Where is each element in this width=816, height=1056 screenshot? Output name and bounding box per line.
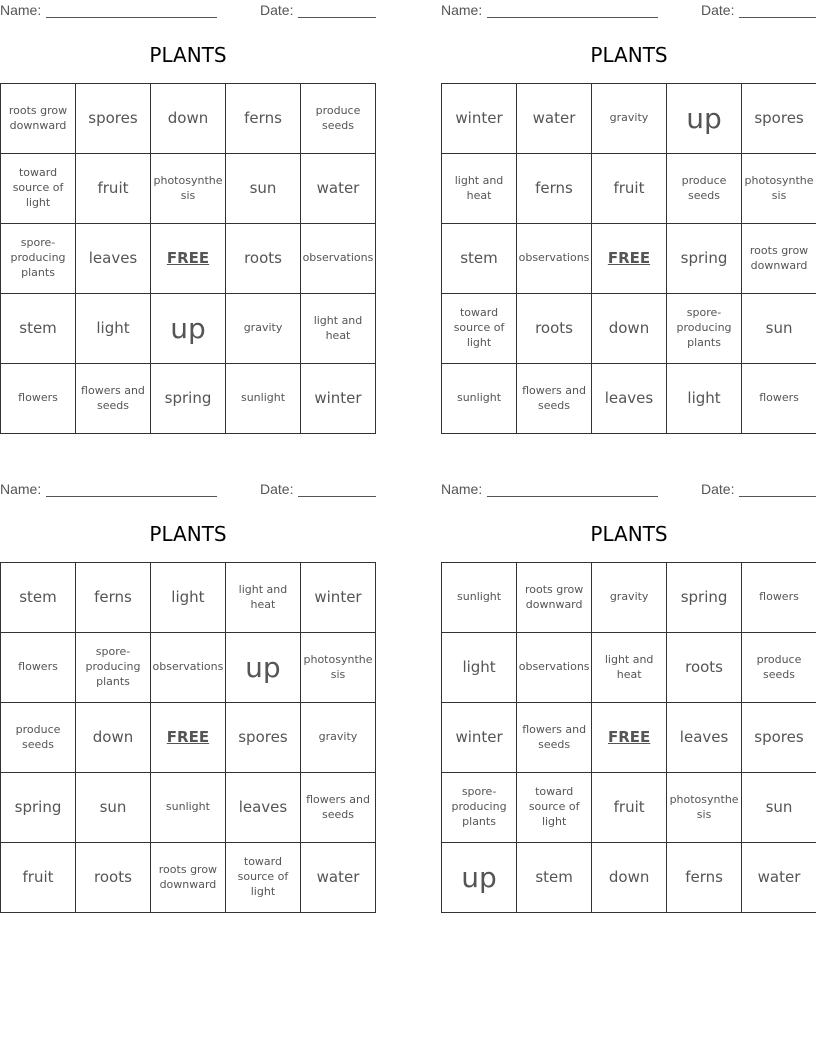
bingo-cell: photosynthesis xyxy=(667,773,742,843)
bingo-cell: spore-producing plants xyxy=(76,633,151,703)
bingo-cell: fruit xyxy=(76,154,151,224)
bingo-cell: light xyxy=(150,563,225,633)
card-header xyxy=(441,481,816,499)
bingo-row xyxy=(442,224,816,294)
date-line xyxy=(739,17,816,18)
bingo-cell: water xyxy=(301,843,376,913)
date-line xyxy=(739,496,816,497)
bingo-cell: roots grow downward xyxy=(150,843,225,913)
card-header xyxy=(0,2,376,20)
bingo-cell: fruit xyxy=(592,773,667,843)
bingo-cell: toward source of light xyxy=(1,154,76,224)
bingo-cell: roots xyxy=(226,224,301,294)
bingo-grid xyxy=(0,83,376,434)
bingo-cell: roots grow downward xyxy=(517,563,592,633)
bingo-cell: light and heat xyxy=(442,154,517,224)
bingo-cell: fruit xyxy=(1,843,76,913)
bingo-cell: water xyxy=(742,843,816,913)
bingo-cell: light xyxy=(442,633,517,703)
bingo-cell: sunlight xyxy=(442,364,517,434)
bingo-cell: flowers and seeds xyxy=(76,364,151,434)
bingo-cell: flowers xyxy=(742,563,816,633)
date-label: Date: xyxy=(260,2,294,18)
bingo-row xyxy=(442,843,816,913)
bingo-cell: leaves xyxy=(76,224,151,294)
bingo-cell: winter xyxy=(442,84,517,154)
bingo-cell: up xyxy=(225,633,300,703)
bingo-row xyxy=(442,633,816,703)
bingo-cell: up xyxy=(442,843,517,913)
bingo-cell: water xyxy=(300,154,375,224)
bingo-cell: photosynthesis xyxy=(301,633,376,703)
bingo-cell: produce seeds xyxy=(666,154,741,224)
bingo-cell: sunlight xyxy=(226,364,301,434)
bingo-row xyxy=(442,703,816,773)
name-label: Name: xyxy=(441,2,483,18)
bingo-row xyxy=(442,294,816,364)
name-label: Name: xyxy=(0,481,42,497)
bingo-cell: spring xyxy=(150,364,225,434)
bingo-cell: winter xyxy=(301,563,376,633)
bingo-cell: observations xyxy=(517,633,592,703)
bingo-cell: spring xyxy=(666,224,741,294)
bingo-row xyxy=(442,563,816,633)
bingo-card xyxy=(0,0,376,434)
bingo-cell: flowers xyxy=(1,633,76,703)
bingo-cell: ferns xyxy=(76,563,151,633)
free-space: FREE xyxy=(592,703,667,773)
bingo-row xyxy=(1,154,376,224)
date-line xyxy=(298,17,376,18)
bingo-grid xyxy=(441,562,816,913)
bingo-row xyxy=(1,84,376,154)
bingo-cell: ferns xyxy=(226,84,301,154)
free-space: FREE xyxy=(150,224,225,294)
name-label: Name: xyxy=(0,2,42,18)
date-label: Date: xyxy=(701,481,735,497)
bingo-cell: produce seeds xyxy=(1,703,76,773)
bingo-cell: spores xyxy=(742,84,816,154)
date-line xyxy=(298,496,376,497)
bingo-cell: flowers xyxy=(742,364,816,434)
bingo-cell: produce seeds xyxy=(742,633,816,703)
bingo-cell: spore-producing plants xyxy=(1,224,76,294)
bingo-cell: spore-producing plants xyxy=(442,773,517,843)
free-space: FREE xyxy=(592,224,667,294)
bingo-cell: gravity xyxy=(301,703,376,773)
bingo-cell: photosynthesis xyxy=(742,154,816,224)
date-label: Date: xyxy=(260,481,294,497)
bingo-cell: observations xyxy=(517,224,592,294)
bingo-row xyxy=(442,84,816,154)
bingo-cell: down xyxy=(150,84,225,154)
card-title: PLANTS xyxy=(149,522,227,546)
bingo-cell: up xyxy=(150,294,225,364)
card-title: PLANTS xyxy=(149,43,227,67)
bingo-cell: down xyxy=(592,843,667,913)
bingo-grid xyxy=(0,562,376,913)
bingo-cell: down xyxy=(76,703,151,773)
bingo-cell: sun xyxy=(226,154,301,224)
bingo-row xyxy=(1,773,376,843)
bingo-cell: winter xyxy=(300,364,375,434)
bingo-row xyxy=(1,294,376,364)
bingo-cell: light and heat xyxy=(300,294,375,364)
card-header xyxy=(441,2,816,20)
bingo-row xyxy=(442,364,816,434)
bingo-cell: gravity xyxy=(226,294,301,364)
bingo-cell: leaves xyxy=(667,703,742,773)
bingo-row xyxy=(1,563,376,633)
bingo-row xyxy=(1,843,376,913)
bingo-cell: produce seeds xyxy=(300,84,375,154)
bingo-cell: flowers and seeds xyxy=(301,773,376,843)
bingo-cell: light and heat xyxy=(225,563,300,633)
bingo-cell: gravity xyxy=(592,84,667,154)
date-label: Date: xyxy=(701,2,735,18)
bingo-cell: sun xyxy=(76,773,151,843)
bingo-row xyxy=(1,703,376,773)
bingo-cell: roots xyxy=(517,294,592,364)
bingo-card xyxy=(441,0,816,434)
bingo-cell: roots grow downward xyxy=(1,84,76,154)
bingo-cell: flowers and seeds xyxy=(517,364,592,434)
bingo-cell: down xyxy=(592,294,667,364)
bingo-cell: stem xyxy=(442,224,517,294)
bingo-row xyxy=(442,154,816,224)
bingo-cell: water xyxy=(517,84,592,154)
bingo-cell: flowers xyxy=(1,364,76,434)
bingo-cell: gravity xyxy=(592,563,667,633)
bingo-cell: light xyxy=(76,294,151,364)
bingo-cell: roots grow downward xyxy=(742,224,816,294)
bingo-cell: light xyxy=(666,364,741,434)
bingo-cell: sunlight xyxy=(442,563,517,633)
name-line xyxy=(487,496,658,497)
bingo-cell: ferns xyxy=(667,843,742,913)
name-line xyxy=(46,17,217,18)
bingo-cell: observations xyxy=(300,224,375,294)
bingo-cell: flowers and seeds xyxy=(517,703,592,773)
bingo-card xyxy=(441,479,816,913)
bingo-cell: fruit xyxy=(592,154,667,224)
bingo-row xyxy=(1,633,376,703)
bingo-row xyxy=(442,773,816,843)
card-title: PLANTS xyxy=(590,522,668,546)
bingo-cell: spore-producing plants xyxy=(666,294,741,364)
bingo-cell: spring xyxy=(1,773,76,843)
bingo-cell: leaves xyxy=(592,364,667,434)
bingo-cell: observations xyxy=(150,633,225,703)
bingo-cell: photosynthesis xyxy=(150,154,225,224)
bingo-cell: stem xyxy=(517,843,592,913)
bingo-card xyxy=(0,479,376,913)
bingo-cell: roots xyxy=(667,633,742,703)
bingo-row xyxy=(1,364,376,434)
bingo-cell: spores xyxy=(225,703,300,773)
bingo-cell: light and heat xyxy=(592,633,667,703)
bingo-cell: sun xyxy=(742,294,816,364)
bingo-cell: sun xyxy=(742,773,816,843)
card-header xyxy=(0,481,376,499)
bingo-cell: toward source of light xyxy=(517,773,592,843)
bingo-cell: sunlight xyxy=(150,773,225,843)
bingo-cell: toward source of light xyxy=(225,843,300,913)
bingo-cell: toward source of light xyxy=(442,294,517,364)
name-line xyxy=(487,17,658,18)
bingo-cell: stem xyxy=(1,563,76,633)
bingo-cell: spores xyxy=(742,703,816,773)
bingo-cell: roots xyxy=(76,843,151,913)
bingo-row xyxy=(1,224,376,294)
bingo-cell: up xyxy=(666,84,741,154)
bingo-cell: spores xyxy=(76,84,151,154)
bingo-cell: stem xyxy=(1,294,76,364)
name-label: Name: xyxy=(441,481,483,497)
name-line xyxy=(46,496,217,497)
free-space: FREE xyxy=(150,703,225,773)
bingo-cell: ferns xyxy=(517,154,592,224)
bingo-cell: winter xyxy=(442,703,517,773)
bingo-cell: spring xyxy=(667,563,742,633)
bingo-cell: leaves xyxy=(225,773,300,843)
bingo-grid xyxy=(441,83,816,434)
card-title: PLANTS xyxy=(590,43,668,67)
